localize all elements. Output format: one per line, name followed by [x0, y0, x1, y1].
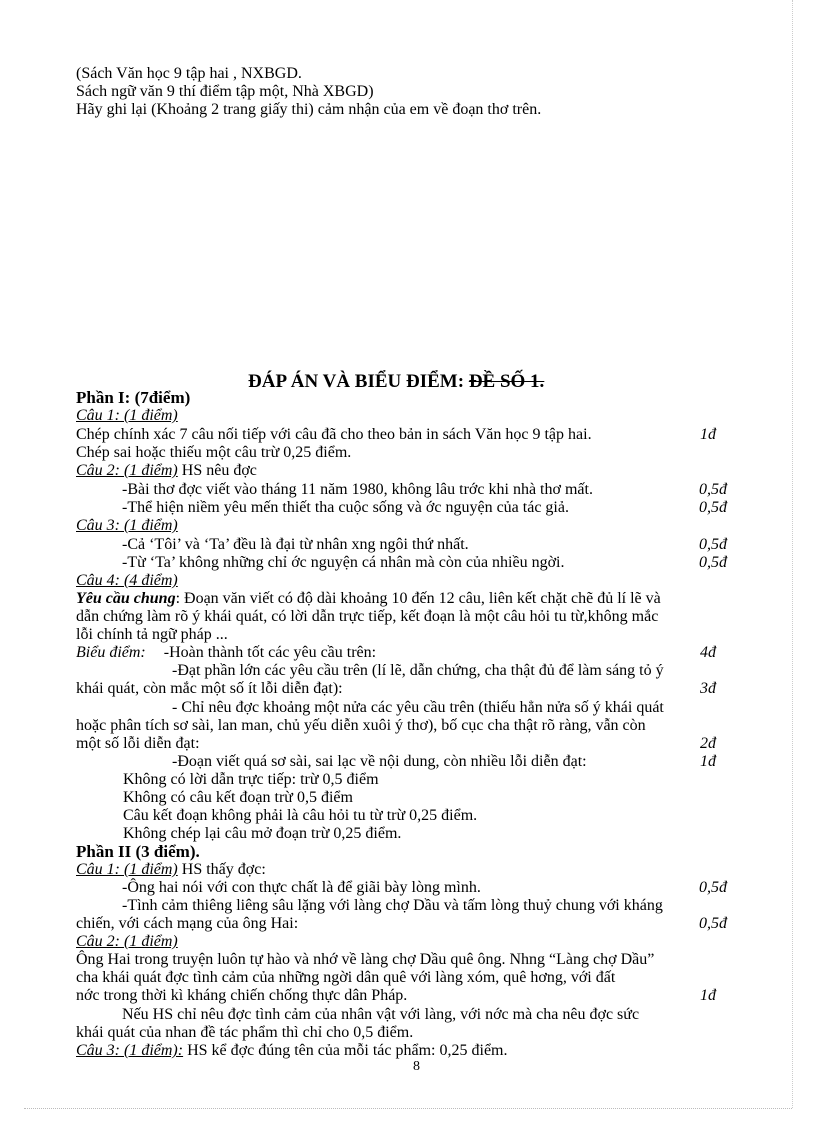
scoring-2-line1: -Đạt phần lớn các yêu cầu trên (lí lẽ, dẫn chứng, cha thật đủ để làm sáng tỏ ý [172, 662, 664, 679]
part2-q1-line2a: -Tình cảm thiêng liêng sâu lặng với làng chợ Dầu và tấm lòng thuỷ chung với kháng [122, 897, 663, 914]
part2-q2-line1: Ông Hai trong truyện luôn tự hào và nhớ về làng chợ Dầu quê ông. Nhng “Làng chợ Dầu” [76, 951, 655, 968]
part2-q3-label: Câu 3: (1 điểm): [76, 1042, 184, 1059]
deduction-4: Không chép lại câu mở đoạn trừ 0,25 điểm. [123, 825, 402, 842]
part1-q3-score1: 0,5đ [699, 536, 727, 553]
part2-q2-score: 1đ [700, 987, 716, 1004]
part1-q4-label: Câu 4: (4 điểm) [76, 572, 178, 589]
deduction-2: Không có câu kết đoạn trừ 0,5 điểm [123, 789, 353, 806]
part2-heading: Phần II (3 điểm). [76, 842, 200, 861]
part1-q1-score: 1đ [700, 426, 716, 443]
part2-q3-text: HS kể đợc đúng tên của mỗi tác phẩm: 0,25 điểm. [183, 1042, 508, 1059]
part1-q4-req-line2: dẫn chứng làm rõ ý khái quát, có lời dẫn trực tiếp, kết đoạn là một câu hỏi tu từ,không mắc [76, 608, 659, 625]
scoring-3-score: 2đ [700, 735, 716, 752]
intro-line-2: Sách ngữ văn 9 thí điểm tập một, Nhà XBGD) [76, 83, 374, 100]
deduction-1: Không có lời dẫn trực tiếp: trừ 0,5 điểm [123, 771, 379, 788]
part1-q4-req-line1 [76, 590, 661, 608]
scoring-line-1 [76, 644, 376, 662]
intro-line-1: (Sách Văn học 9 tập hai , NXBGD. [76, 65, 302, 82]
answer-key-title [248, 373, 544, 391]
part1-q3-line2: -Từ ‘Ta’ không những chỉ ớc nguyện cá nhân mà còn của nhiều ngời. [122, 554, 565, 571]
part2-q1-line2b: chiến, với cách mạng của ông Hai: [76, 915, 299, 932]
part2-q2-line4: Nếu HS chỉ nêu đợc tình cảm của nhân vật với làng, với nớc mà cha nêu đợc sức [122, 1006, 640, 1023]
part1-q1-label: Câu 1: (1 điểm) [76, 407, 178, 424]
part2-q2-line2: cha khái quát đợc tình cảm của những ngời dân quê với làng xóm, quê hơng, với đất [76, 969, 616, 986]
part1-q2-label: Câu 2: (1 điểm) [76, 462, 178, 479]
title-main: ĐÁP ÁN VÀ BIỂU ĐIỂM: [248, 371, 469, 392]
part2-q2-label: Câu 2: (1 điểm) [76, 933, 178, 950]
part2-q1-score2: 0,5đ [699, 915, 727, 932]
part1-q2-header [76, 462, 257, 480]
title-struck: ĐỀ SỐ 1. [468, 371, 545, 392]
page-bottom-border [24, 1108, 792, 1109]
part1-q3-line1: -Cả ‘Tôi’ và ‘Ta’ đều là đại từ nhân xng ngôi thứ nhất. [122, 536, 469, 553]
page-number: 8 [413, 1059, 420, 1074]
part1-heading: Phần I: (7điểm) [76, 388, 191, 407]
requirement-label: Yêu cầu chung [76, 590, 176, 607]
page-right-border [792, 0, 793, 1108]
part1-q1-line2: Chép sai hoặc thiếu một câu trừ 0,25 điểm. [76, 444, 352, 461]
part2-q1-label: Câu 1: (1 điểm) [76, 861, 178, 878]
part1-q3-label: Câu 3: (1 điểm) [76, 517, 178, 534]
scoring-label: Biểu điểm: [76, 644, 146, 661]
intro-line-3: Hãy ghi lại (Khoảng 2 trang giấy thi) cảm nhận của em về đoạn thơ trên. [76, 101, 542, 118]
scoring-3-line1: - Chỉ nêu đợc khoảng một nửa các yêu cầu trên (thiếu hẳn nửa số ý khái quát [172, 699, 664, 716]
part1-q2-line2: -Thể hiện niềm yêu mến thiết tha cuộc sống và ớc nguyện của tác giả. [122, 499, 569, 516]
part1-q2-score2: 0,5đ [699, 499, 727, 516]
part2-q2-line5: khái quát của nhan đề tác phẩm thì chỉ cho 0,5 điểm. [76, 1024, 414, 1041]
scoring-2-score: 3đ [700, 680, 716, 697]
scoring-1-score: 4đ [700, 644, 716, 661]
part1-q2-line1: -Bài thơ đợc viết vào tháng 11 năm 1980, không lâu trớc khi nhà thơ mất. [122, 481, 593, 498]
scoring-4-score: 1đ [700, 753, 716, 770]
part2-q3-line [76, 1042, 507, 1060]
part2-q1-intro: HS thấy đợc: [177, 861, 266, 878]
scoring-1-text: -Hoàn thành tốt các yêu cầu trên: [159, 644, 377, 661]
part1-q2-intro: HS nêu đợc [177, 462, 257, 479]
part2-q2-line3: nớc trong thời kì kháng chiến chống thực dân Pháp. [76, 987, 408, 1004]
requirement-text: : Đoạn văn viết có độ dài khoảng 10 đến 12 câu, liên kết chặt chẽ đủ lí lẽ và [175, 590, 661, 607]
scoring-3-line2: hoặc phân tích sơ sài, lan man, chủ yếu diễn xuôi ý thơ), bố cục cha thật rõ ràng, vẫn còn [76, 717, 646, 734]
part1-q4-req-line3: lỗi chính tả ngữ pháp ... [76, 626, 228, 643]
part1-q1-line1: Chép chính xác 7 câu nối tiếp với câu đã cho theo bản in sách Văn học 9 tập hai. [76, 426, 592, 443]
deduction-3: Câu kết đoạn không phải là câu hỏi tu từ trừ 0,25 điểm. [123, 807, 478, 824]
part2-q1-header [76, 861, 266, 879]
part2-q1-line1: -Ông hai nói với con thực chất là để giãi bày lòng mình. [122, 879, 481, 896]
scoring-4-text: -Đoạn viết quá sơ sài, sai lạc về nội dung, còn nhiều lỗi diễn đạt: [172, 753, 587, 770]
part2-q1-score1: 0,5đ [699, 879, 727, 896]
scoring-3-line3: một số lỗi diễn đạt: [76, 735, 200, 752]
part1-q3-score2: 0,5đ [699, 554, 727, 571]
scoring-2-line2: khái quát, còn mắc một số ít lỗi diễn đạt): [76, 680, 343, 697]
part1-q2-score1: 0,5đ [699, 481, 727, 498]
